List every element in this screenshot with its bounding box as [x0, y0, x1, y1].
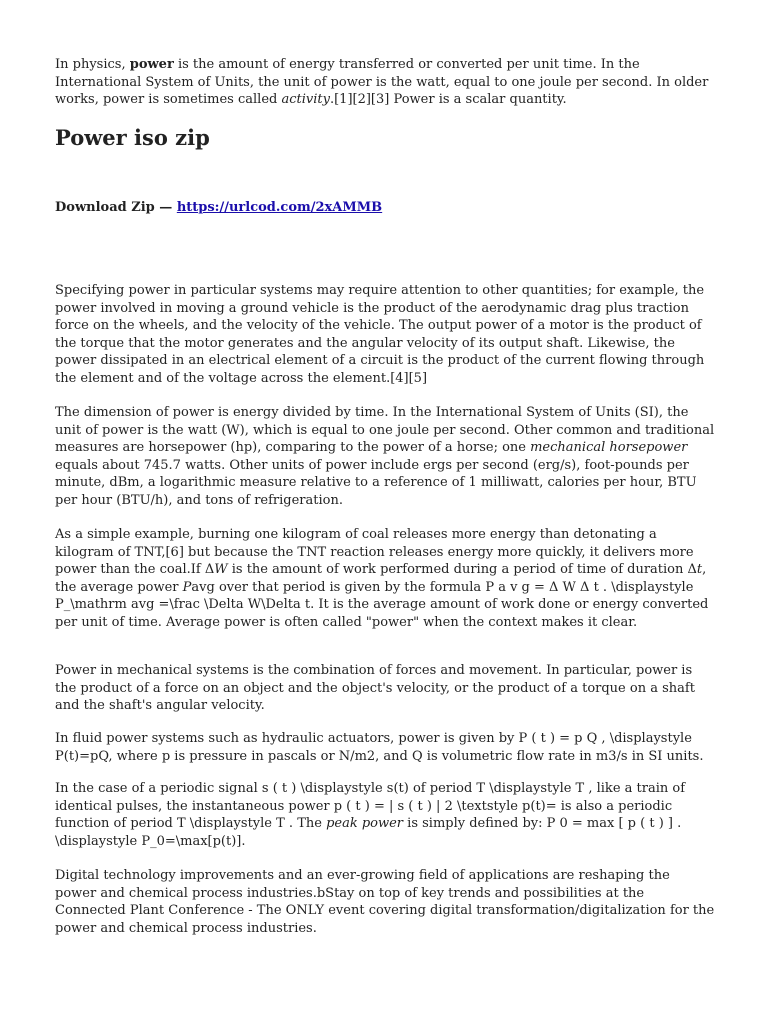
page-title: Power iso zip [55, 125, 210, 150]
para3-text-4: avg over that period is given by the formula P a v g = Δ W Δ t . \displaystyle P_\mathrm avg =\frac \Delta W\Delta t. It is the average amount of work done or energy converted per unit of time. Average power is often called "power" when the context makes it clear. [55, 579, 709, 630]
para3-text-1: As a simple example, burning one kilogram of coal releases more energy than detonating a kilogram of TNT,[6] but because the TNT reaction releases energy more quickly, it delivers more power than the coal.If Δ [55, 527, 694, 578]
paragraph-digital-technology: Digital technology improvements and an ever-growing field of applications are reshaping the power and chemical process industries.bStay on top of key trends and possibilities at the Connected Plant Conference - The ONLY event covering digital transformation/digitalization for the power and chemical process industries. [55, 868, 715, 936]
intro-paragraph [55, 56, 715, 109]
intro-italic-term: activity [281, 92, 330, 108]
download-link[interactable]: https://urlcod.com/2xAMMB [176, 200, 383, 215]
download-label: Download Zip — [55, 200, 177, 215]
paragraph-fluid-power: In fluid power systems such as hydraulic actuators, power is given by P ( t ) = p Q , \displaystyle P(t)=pQ, where p is pressure in pascals or N/m2, and Q is volumetric flow rate in m3/s in SI units. [55, 731, 704, 764]
paragraph-periodic-signal [55, 780, 715, 850]
paragraph-coal-example [55, 526, 715, 632]
paragraph-mechanical-systems: Power in mechanical systems is the combination of forces and movement. In particular, power is the product of a force on an object and the object's velocity, or the product of a torque on a shaft and the shaft's angular velocity. [55, 663, 695, 714]
para2-text-2: equals about 745.7 watts. Other units of power include ergs per second (erg/s), foot-pounds per minute, dBm, a logarithmic measure relative to a reference of 1 milliwatt, calories per hour, BTU per hour (BTU/h), and tons of refrigeration. [55, 457, 697, 508]
para6-italic-term: peak power [326, 816, 404, 832]
intro-bold-term: power [129, 57, 174, 72]
para2-italic-term: mechanical horsepower [530, 440, 688, 456]
para6-text-2: is simply defined by: P 0 = max [ p ( t ) ] . \displaystyle P_0=\max[p(t)]. [55, 816, 682, 849]
para3-text-3: , the average power [55, 562, 707, 595]
para6-text-1: In the case of a periodic signal s ( t ) \displaystyle s(t) of period T \displaystyle T , like a train of identical pulses, the instantaneous power p ( t ) = | s ( t ) | 2 \textstyle p(t)= is also a periodic function of period T \displaystyle T . The [55, 781, 686, 832]
para2-text-1: The dimension of power is energy divided by time. In the International System of Units (SI), the unit of power is the watt (W), which is equal to one joule per second. Other common and traditional measures are horsepower (hp), comparing to the power of a horse; one [55, 405, 715, 456]
download-line [55, 199, 382, 217]
paragraph-dimension-of-power [55, 404, 715, 510]
intro-text-3: .[1][2][3] Power is a scalar quantity. [329, 92, 567, 108]
para3-italic-p: P [182, 579, 192, 595]
para3-text-2: is the amount of work performed during a period of time of duration Δ [227, 562, 697, 578]
para3-italic-t: t [696, 562, 703, 578]
intro-text-1: In physics, [55, 57, 130, 72]
paragraph-specifying-power: Specifying power in particular systems may require attention to other quantities; for example, the power involved in moving a ground vehicle is the product of the aerodynamic drag plus traction force on the wheels, and the velocity of the vehicle. The output power of a motor is the product of the torque that the motor generates and the angular velocity of its output shaft. Likewise, the power dissipated in an electrical element of a circuit is the product of the current flowing through the element and of the voltage across the element.[4][5] [55, 283, 705, 386]
para3-italic-w: W [214, 562, 228, 578]
intro-text-2: is the amount of energy transferred or converted per unit time. In the International System of Units, the unit of power is the watt, equal to one joule per second. In older works, power is sometimes called [55, 57, 709, 108]
